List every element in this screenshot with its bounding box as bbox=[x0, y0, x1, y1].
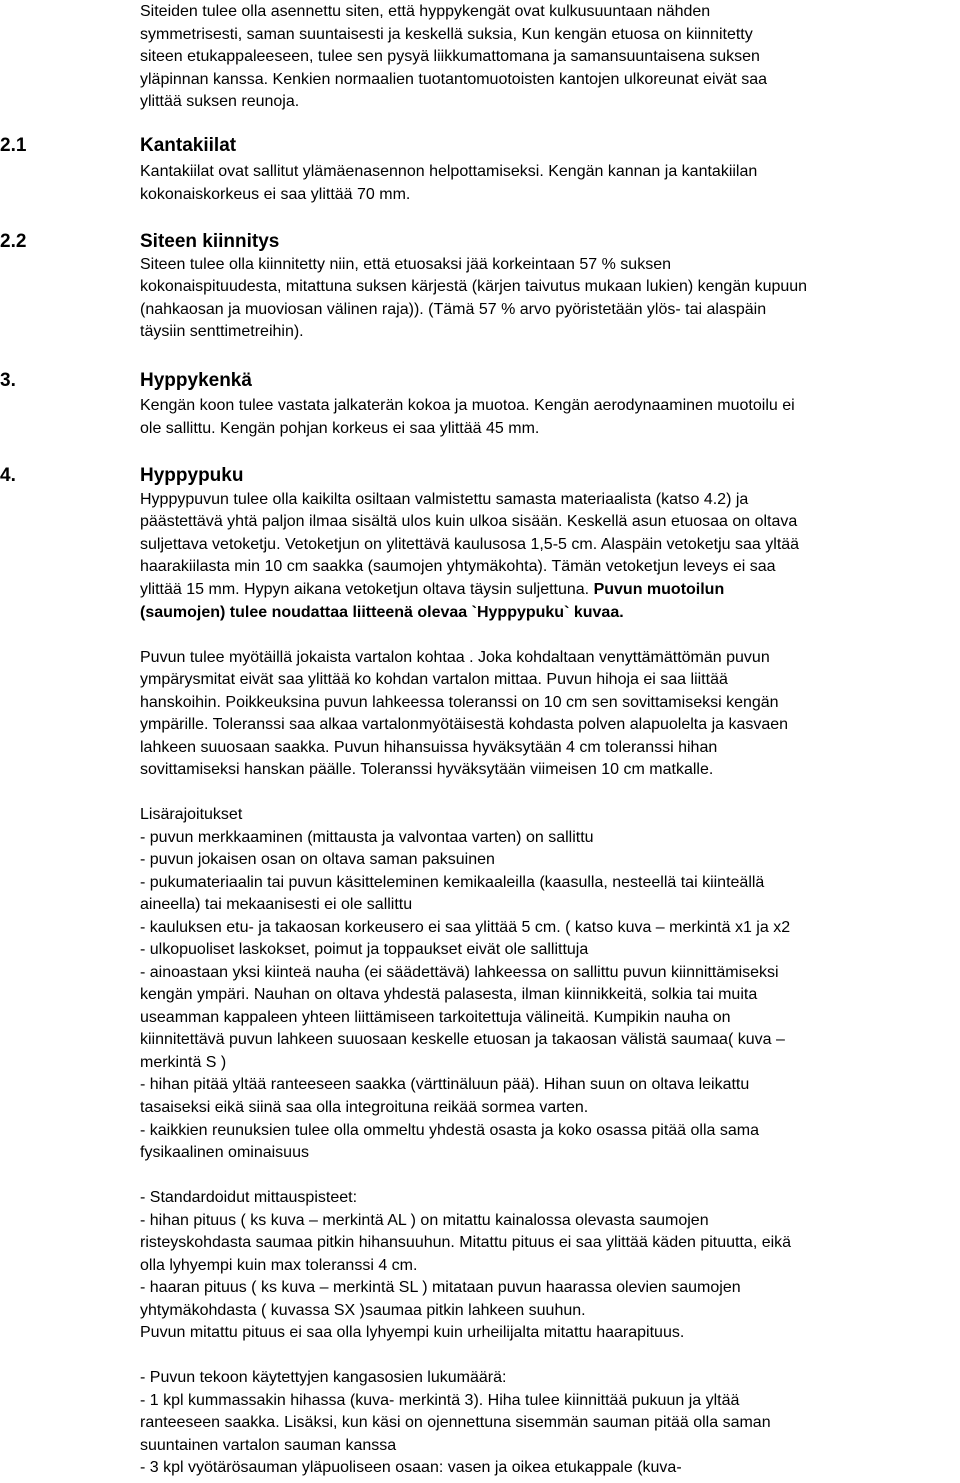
section-line: päästettävä yhtä paljon ilmaa sisältä ulos kuin ulkoa sisään. Keskellä asun etuosaa on oltava bbox=[140, 513, 798, 530]
list-item: ranteeseen saakka. Lisäksi, kun käsi on ojennettuna sisemmän sauman pitää olla saman bbox=[140, 1414, 771, 1431]
intro-line: symmetrisesti, saman suuntaisesti ja keskellä suksia, Kun kengän etuosa on kiinnitetty bbox=[140, 26, 753, 43]
paragraph-line: Puvun tulee myötäillä jokaista vartalon kohtaa . Joka kohdaltaan venyttämättömän puvun bbox=[140, 649, 770, 666]
section-text: ylittää 15 mm. Hypyn aikana vetoketjun oltava täysin suljettuna. bbox=[140, 581, 590, 598]
paragraph-line: hanskoihin. Poikkeuksina puvun lahkeessa toleranssi on 10 cm sen sovittamiseksi kengän bbox=[140, 694, 779, 711]
intro-line: Siteiden tulee olla asennettu siten, että hyppykengät ovat kulkusuuntaan nähden bbox=[140, 3, 711, 20]
paragraph-line: sovittamiseksi hanskan päälle. Toleranssi hyväksytään viimeisen 10 cm matkalle. bbox=[140, 761, 714, 778]
section-line: täysiin senttimetreihin). bbox=[140, 323, 304, 340]
section-line: Hyppypuvun tulee olla kaikilta osiltaan valmistettu samasta materiaalista (katso 4.2) ja bbox=[140, 491, 749, 508]
intro-line: yläpinnan kanssa. Kenkien normaalien tuotantomuotoisten kantojen ulkoreunat eivät saa bbox=[140, 71, 768, 88]
section-title: Kantakiilat bbox=[140, 135, 237, 156]
section-line: suljettava vetoketju. Vetoketjun on ylitettävä kaulusosa 1,5-5 cm. Alaspäin vetoketju saa yltää bbox=[140, 536, 800, 553]
section-number: 4. bbox=[0, 465, 16, 486]
list-item: risteyskohdasta saumaa pitkin hihansuuhun. Mitattu pituus ei saa ylittää käden pituutta, eikä bbox=[140, 1234, 792, 1251]
list-item: - puvun jokaisen osan on oltava saman paksuinen bbox=[140, 851, 495, 868]
list-item: - Standardoidut mittauspisteet: bbox=[140, 1189, 358, 1206]
section-line: kokonaispituudesta, mitattuna suksen kärjestä (kärjen taivutus mukaan lukien) kengän kupuun bbox=[140, 278, 808, 295]
section-line: Siteen tulee olla kiinnitetty niin, että etuosaksi jää korkeintaan 57 % suksen bbox=[140, 256, 671, 273]
list-item: - haaran pituus ( ks kuva – merkintä SL ) mitataan puvun haarassa olevien saumojen bbox=[140, 1279, 741, 1296]
section-line: (nahkaosan ja muoviosan välinen raja)). (Tämä 57 % arvo pyöristetään ylös- tai alaspäin bbox=[140, 301, 767, 318]
section-line: Kantakiilat ovat sallitut ylämäenasennon helpottamiseksi. Kengän kannan ja kantakiilan bbox=[140, 163, 758, 180]
section-text-bold: Puvun muotoilun bbox=[593, 581, 725, 598]
list-item: kengän ympäri. Nauhan on oltava yhdestä palasesta, ilman kiinnikkeitä, solkia tai muita bbox=[140, 986, 758, 1003]
intro-line: siteen etukappaleeseen, tulee sen pysyä liikkumattomana ja samansuuntaisena suksen bbox=[140, 48, 760, 65]
list-item: - pukumateriaalin tai puvun käsitteleminen kemikaaleilla (kaasulla, nesteellä tai kiinteällä bbox=[140, 874, 765, 891]
section-line: haarakiilasta min 10 cm saakka (saumojen yhtymäkohta). Tämän vetoketjun leveys ei saa bbox=[140, 558, 776, 575]
list-item: - hihan pituus ( ks kuva – merkintä AL ) on mitattu kainalossa olevasta saumojen bbox=[140, 1212, 709, 1229]
section-line bbox=[140, 579, 724, 601]
section-line: kokonaiskorkeus ei saa ylittää 70 mm. bbox=[140, 186, 411, 203]
section-title: Hyppykenkä bbox=[140, 370, 252, 391]
section-number: 3. bbox=[0, 370, 16, 391]
list-item: - ulkopuoliset laskokset, poimut ja toppaukset eivät ole sallittuja bbox=[140, 941, 589, 958]
section-line: ole sallittu. Kengän pohjan korkeus ei saa ylittää 45 mm. bbox=[140, 420, 540, 437]
list-item: aineella) tai mekaanisesti ei ole sallittu bbox=[140, 896, 413, 913]
list-item: - hihan pitää yltää ranteeseen saakka (värttinäluun pää). Hihan suun on oltava leikattu bbox=[140, 1076, 750, 1093]
subsection-title: Lisärajoitukset bbox=[140, 806, 243, 823]
list-item: useamman kappaleen yhteen liittämiseen tarkoitettuja välineitä. Kumpikin nauha on bbox=[140, 1009, 731, 1026]
section-line-bold: (saumojen) tulee noudattaa liitteenä olevaa `Hyppypuku` kuvaa. bbox=[140, 604, 624, 621]
section-title: Siteen kiinnitys bbox=[140, 231, 280, 252]
list-item: - Puvun tekoon käytettyjen kangasosien lukumäärä: bbox=[140, 1369, 507, 1386]
section-number: 2.1 bbox=[0, 135, 27, 156]
list-item: - kauluksen etu- ja takaosan korkeusero ei saa ylittää 5 cm. ( katso kuva – merkintä x1 ja x2 bbox=[140, 919, 791, 936]
list-item: suuntainen vartalon sauman kanssa bbox=[140, 1437, 397, 1454]
section-line: Kengän koon tulee vastata jalkaterän kokoa ja muotoa. Kengän aerodynaaminen muotoilu ei bbox=[140, 397, 795, 414]
section-title: Hyppypuku bbox=[140, 465, 244, 486]
list-item: olla lyhyempi kuin max toleranssi 4 cm. bbox=[140, 1257, 418, 1274]
list-item: Puvun mitattu pituus ei saa olla lyhyempi kuin urheilijalta mitattu haarapituus. bbox=[140, 1324, 685, 1341]
list-item: - puvun merkkaaminen (mittausta ja valvontaa varten) on sallittu bbox=[140, 829, 594, 846]
list-item: - ainoastaan yksi kiinteä nauha (ei säädettävä) lahkeessa on sallittu puvun kiinnittämiseksi bbox=[140, 964, 779, 981]
list-item: - 3 kpl vyötärösauman yläpuoliseen osaan: vasen ja oikea etukappale (kuva- bbox=[140, 1459, 682, 1476]
list-item: - kaikkien reunuksien tulee olla ommeltu yhdestä osasta ja koko osassa pitää olla sama bbox=[140, 1122, 759, 1139]
list-item: - 1 kpl kummassakin hihassa (kuva- merkintä 3). Hiha tulee kiinnittää pukuun ja yltää bbox=[140, 1392, 740, 1409]
section-number: 2.2 bbox=[0, 231, 27, 252]
paragraph-line: lahkeen suuosaan saakka. Puvun hihansuissa hyväksytään 4 cm toleranssi hihan bbox=[140, 739, 718, 756]
paragraph-line: ympärysmitat eivät saa ylittää ko kohdan vartalon mittaa. Puvun hihoja ei saa liittää bbox=[140, 671, 728, 688]
intro-line: ylittää suksen reunoja. bbox=[140, 93, 300, 110]
paragraph-line: ympärille. Toleranssi saa alkaa vartalonmyötäisestä kohdasta polven alapuolelta ja kasvaen bbox=[140, 716, 789, 733]
list-item: fysikaalinen ominaisuus bbox=[140, 1144, 309, 1161]
list-item: kiinnitettävä puvun lahkeen suuosaan keskelle etuosan ja takaosan välistä saumaa( kuva – bbox=[140, 1031, 785, 1048]
list-item: tasaiseksi eikä siinä saa olla integroituna reikää sormea varten. bbox=[140, 1099, 589, 1116]
list-item: yhtymäkohdasta ( kuvassa SX )saumaa pitkin lahkeen suuhun. bbox=[140, 1302, 586, 1319]
list-item: merkintä S ) bbox=[140, 1054, 227, 1071]
